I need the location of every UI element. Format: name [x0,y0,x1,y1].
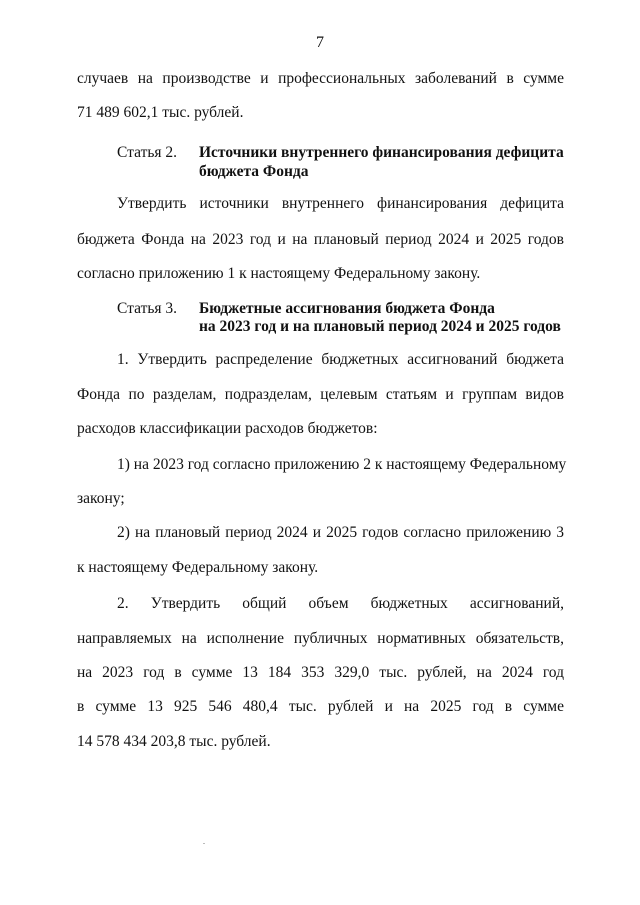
article-3-number: Статья 3. [117,300,178,317]
article-3-item-1-line-2: закону; [77,490,125,507]
article-3-para-2-line-1: 2. Утвердить общий объем бюджетных ассигнований, [117,595,564,612]
article-3-para-1-line-1: 1. Утвердить распределение бюджетных ассигнований бюджета [117,351,564,368]
article-2-text-line-2: бюджета Фонда на 2023 год и на плановый период 2024 и 2025 годов [77,231,564,248]
article-3-para-2-line-4: в сумме 13 925 546 480,4 тыс. рублей и на 2025 год в сумме [77,698,564,715]
article-3-para-2-line-2: направляемых на исполнение публичных нормативных обязательств, [77,630,564,647]
article-3-para-2-line-5: 14 578 434 203,8 тыс. рублей. [77,733,271,750]
article-3-item-1-line-1: 1) на 2023 год согласно приложению 2 к настоящему Федеральному [117,456,567,473]
article-3-para-1-line-2: Фонда по разделам, подразделам, целевым статьям и группам видов [77,386,564,403]
article-3-title-line-2: на 2023 год и на плановый период 2024 и 2025 годов [199,318,561,335]
article-3-para-2-line-3: на 2023 год в сумме 13 184 353 329,0 тыс. рублей, на 2024 год [77,664,564,681]
article-3-title-line-1: Бюджетные ассигнования бюджета Фонда [199,300,495,317]
article-2-title-line-1: Источники внутреннего финансирования дефицита [199,144,564,161]
article-2-text-line-3: согласно приложению 1 к настоящему Федеральному закону. [77,265,481,282]
intro-line-1: случаев на производстве и профессиональных заболеваний в сумме [77,70,564,87]
scan-mark [203,843,205,844]
article-3-para-1-line-3: расходов классификации расходов бюджетов: [77,420,378,437]
article-3-item-2-line-1: 2) на плановый период 2024 и 2025 годов согласно приложению 3 [117,524,564,541]
page-number: 7 [316,34,324,51]
article-2-number: Статья 2. [117,144,178,161]
article-2-text-line-1: Утвердить источники внутреннего финансирования дефицита [117,195,564,212]
article-2-title-line-2: бюджета Фонда [199,163,309,180]
intro-line-2: 71 489 602,1 тыс. рублей. [77,104,244,121]
article-3-item-2-line-2: к настоящему Федеральному закону. [77,559,319,576]
